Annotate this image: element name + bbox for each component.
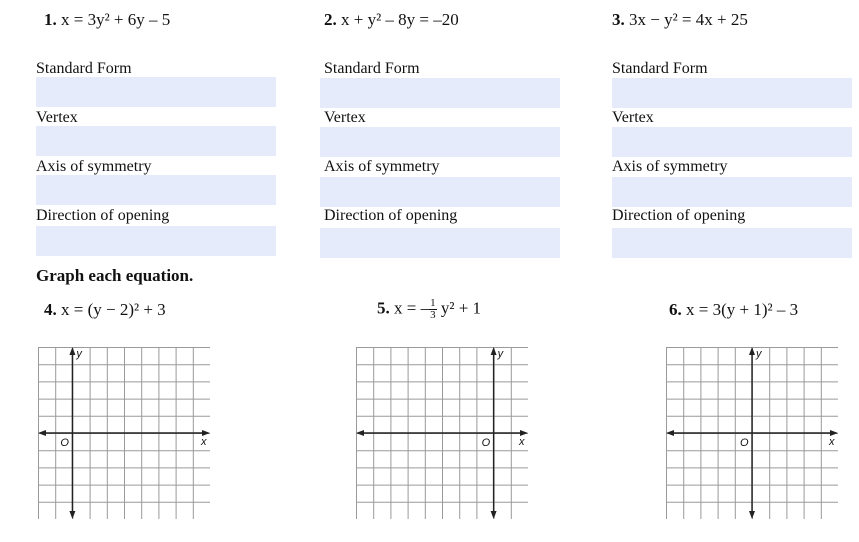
standard-form-label: Standard Form bbox=[36, 60, 132, 77]
problem-number: 5. bbox=[377, 298, 390, 318]
axis-label: Axis of symmetry bbox=[612, 158, 728, 175]
x-axis-left-arrow bbox=[38, 430, 46, 436]
problem-4 bbox=[44, 300, 166, 320]
problem-number: 1. bbox=[44, 10, 57, 29]
problem-equation: x = 3y² + 6y – 5 bbox=[61, 10, 171, 29]
fraction bbox=[429, 298, 437, 321]
y-axis-down-arrow bbox=[69, 511, 75, 519]
vertex-input-2[interactable] bbox=[320, 127, 560, 157]
problem-equation: x + y² – 8y = –20 bbox=[341, 10, 459, 29]
problem-5 bbox=[377, 298, 481, 321]
problem-equation: x = (y − 2)² + 3 bbox=[61, 300, 166, 319]
y-axis-down-arrow bbox=[749, 511, 755, 519]
x-axis-label: x bbox=[201, 436, 207, 448]
direction-label: Direction of opening bbox=[612, 207, 746, 224]
y-axis-label: y bbox=[756, 348, 762, 360]
origin-label: O bbox=[740, 437, 749, 449]
vertex-label: Vertex bbox=[36, 109, 78, 126]
axis-input-2[interactable] bbox=[320, 177, 560, 207]
direction-input-1[interactable] bbox=[36, 226, 276, 256]
vertex-label: Vertex bbox=[324, 109, 366, 126]
problem-number: 2. bbox=[324, 10, 337, 29]
direction-label: Direction of opening bbox=[36, 207, 170, 224]
problem-1 bbox=[44, 10, 170, 30]
equation-suffix: y² + 1 bbox=[440, 298, 482, 318]
vertex-label: Vertex bbox=[612, 109, 654, 126]
origin-label: O bbox=[60, 437, 69, 449]
problem-6 bbox=[669, 300, 798, 320]
y-axis-label: y bbox=[76, 348, 82, 360]
x-axis-label: x bbox=[829, 436, 835, 448]
vertex-input-3[interactable] bbox=[612, 127, 852, 157]
axis-label: Axis of symmetry bbox=[324, 158, 440, 175]
standard-form-input-3[interactable] bbox=[612, 78, 852, 108]
standard-form-label: Standard Form bbox=[612, 60, 708, 77]
graph-grid-5[interactable] bbox=[356, 347, 528, 519]
y-axis-up-arrow bbox=[69, 347, 75, 355]
axis-input-1[interactable] bbox=[36, 175, 276, 205]
x-axis-left-arrow bbox=[666, 430, 674, 436]
problem-2 bbox=[324, 10, 459, 30]
problem-3 bbox=[612, 10, 748, 30]
axis-label: Axis of symmetry bbox=[36, 158, 152, 175]
graph-heading: Graph each equation. bbox=[36, 266, 194, 285]
y-axis-up-arrow bbox=[749, 347, 755, 355]
problem-number: 4. bbox=[44, 300, 57, 319]
standard-form-input-1[interactable] bbox=[36, 77, 276, 107]
graph-grid-6[interactable] bbox=[666, 347, 838, 519]
fraction-numerator: 1 bbox=[430, 297, 436, 309]
direction-input-2[interactable] bbox=[320, 228, 560, 258]
problem-equation: x = 3(y + 1)² – 3 bbox=[686, 300, 799, 319]
x-axis-label: x bbox=[519, 436, 525, 448]
graph-grid-4[interactable] bbox=[38, 347, 210, 519]
standard-form-input-2[interactable] bbox=[320, 78, 560, 108]
problem-equation: 3x − y² = 4x + 25 bbox=[629, 10, 748, 29]
origin-label: O bbox=[481, 437, 491, 449]
direction-label: Direction of opening bbox=[324, 207, 458, 224]
fraction-denominator: 3 bbox=[430, 309, 436, 321]
x-axis-left-arrow bbox=[356, 430, 364, 436]
y-axis-up-arrow bbox=[491, 347, 497, 355]
problem-number: 6. bbox=[669, 300, 682, 319]
standard-form-label: Standard Form bbox=[324, 60, 420, 77]
axis-input-3[interactable] bbox=[612, 177, 852, 207]
vertex-input-1[interactable] bbox=[36, 126, 276, 156]
direction-input-3[interactable] bbox=[612, 228, 852, 258]
equation-prefix: x = – bbox=[394, 298, 430, 318]
y-axis-down-arrow bbox=[491, 511, 497, 519]
y-axis-label: y bbox=[497, 348, 504, 360]
problem-number: 3. bbox=[612, 10, 625, 29]
